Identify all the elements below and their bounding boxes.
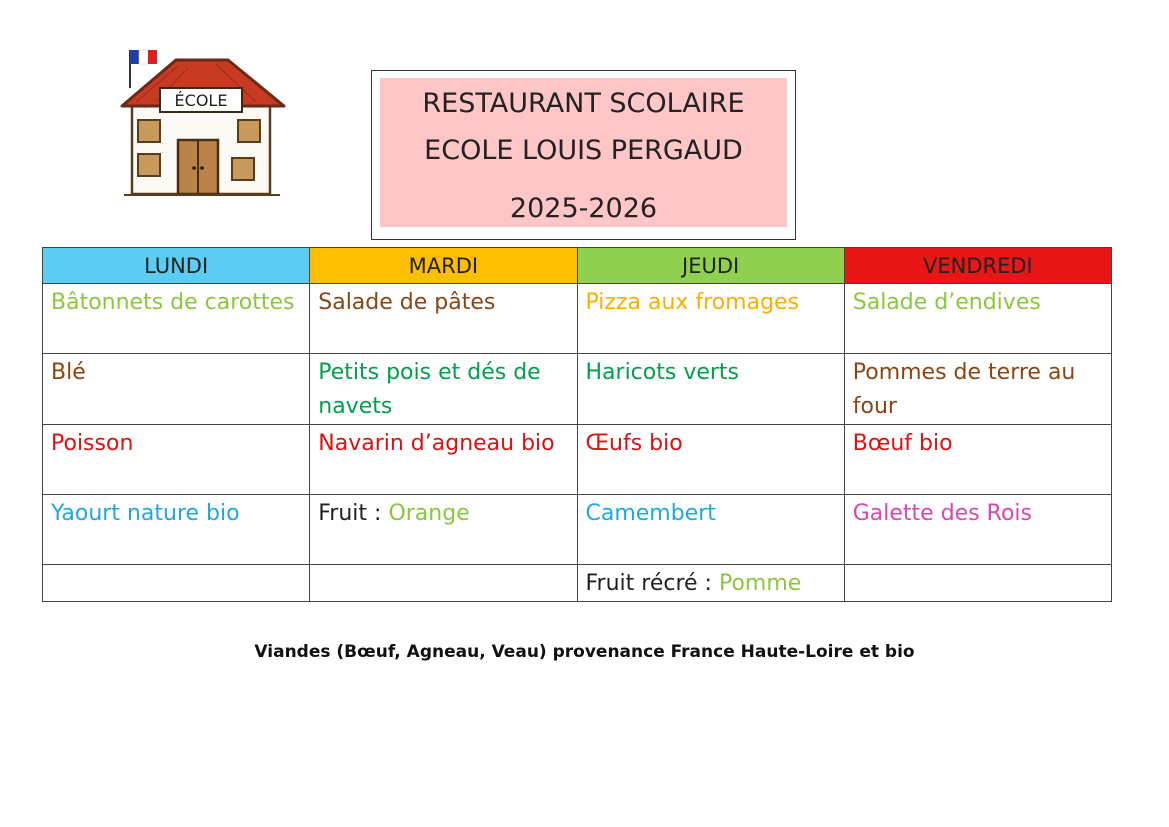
title-line-school: ECOLE LOUIS PERGAUD <box>424 135 743 166</box>
menu-cell-jeudi <box>577 354 844 425</box>
menu-item-text: Pizza aux fromages <box>585 290 800 315</box>
menu-cell-mardi <box>310 565 577 602</box>
menu-cell-mardi <box>310 354 577 425</box>
menu-cell-lundi <box>43 495 310 565</box>
menu-item-text: Haricots verts <box>585 360 740 385</box>
menu-cell-jeudi <box>577 284 844 354</box>
school-house-logo <box>116 44 288 200</box>
footer-note: Viandes (Bœuf, Agneau, Veau) provenance France Haute-Loire et bio <box>254 642 915 662</box>
menu-item-text: Camembert <box>585 501 716 526</box>
menu-cell-lundi <box>43 565 310 602</box>
menu-item-text: Galette des Rois <box>852 501 1032 526</box>
menu-item-text: Petits pois et dés de navets <box>318 360 541 419</box>
menu-item-text: Bœuf bio <box>852 431 953 456</box>
menu-item-text: Poisson <box>51 431 134 456</box>
menu-cell-lundi <box>43 425 310 495</box>
menu-item-text: Navarin d’agneau bio <box>318 431 555 456</box>
menu-row <box>43 284 1112 354</box>
day-header-mardi: MARDI <box>310 248 577 284</box>
menu-item-text: Œufs bio <box>585 431 683 456</box>
menu-item-text: Blé <box>51 360 86 385</box>
menu-cell-vendredi <box>844 354 1111 425</box>
day-header-jeudi: JEUDI <box>577 248 844 284</box>
logo-sign-text: ÉCOLE <box>174 91 228 110</box>
menu-item-text: Salade de pâtes <box>318 290 496 315</box>
menu-cell-mardi <box>310 284 577 354</box>
menu-row <box>43 354 1112 425</box>
menu-cell-mardi <box>310 425 577 495</box>
menu-row <box>43 425 1112 495</box>
menu-row <box>43 565 1112 602</box>
day-header-row <box>43 248 1112 284</box>
menu-item-text: Orange <box>388 501 470 526</box>
menu-item-text: Pommes de terre au four <box>852 360 1076 419</box>
title-line-year: 2025-2026 <box>509 193 658 224</box>
title-line-restaurant: RESTAURANT SCOLAIRE <box>422 88 745 119</box>
menu-item-text: Salade d’endives <box>852 290 1041 315</box>
menu-item-prefix: Fruit : <box>318 501 389 526</box>
menu-item-prefix: Fruit récré : <box>585 571 719 596</box>
title-panel <box>380 78 787 227</box>
menu-cell-vendredi <box>844 565 1111 602</box>
menu-row <box>43 495 1112 565</box>
title-box <box>371 70 796 240</box>
menu-item-text: Yaourt nature bio <box>51 501 240 526</box>
menu-cell-jeudi <box>577 495 844 565</box>
day-header-vendredi: VENDREDI <box>844 248 1111 284</box>
menu-cell-jeudi <box>577 565 844 602</box>
menu-cell-lundi <box>43 284 310 354</box>
menu-cell-vendredi <box>844 284 1111 354</box>
menu-table <box>42 247 1112 602</box>
menu-cell-lundi <box>43 354 310 425</box>
menu-cell-jeudi <box>577 425 844 495</box>
menu-cell-mardi <box>310 495 577 565</box>
menu-item-text: Pomme <box>718 571 802 596</box>
menu-item-text: Bâtonnets de carottes <box>51 290 295 315</box>
menu-cell-vendredi <box>844 425 1111 495</box>
menu-cell-vendredi <box>844 495 1111 565</box>
day-header-lundi: LUNDI <box>43 248 310 284</box>
